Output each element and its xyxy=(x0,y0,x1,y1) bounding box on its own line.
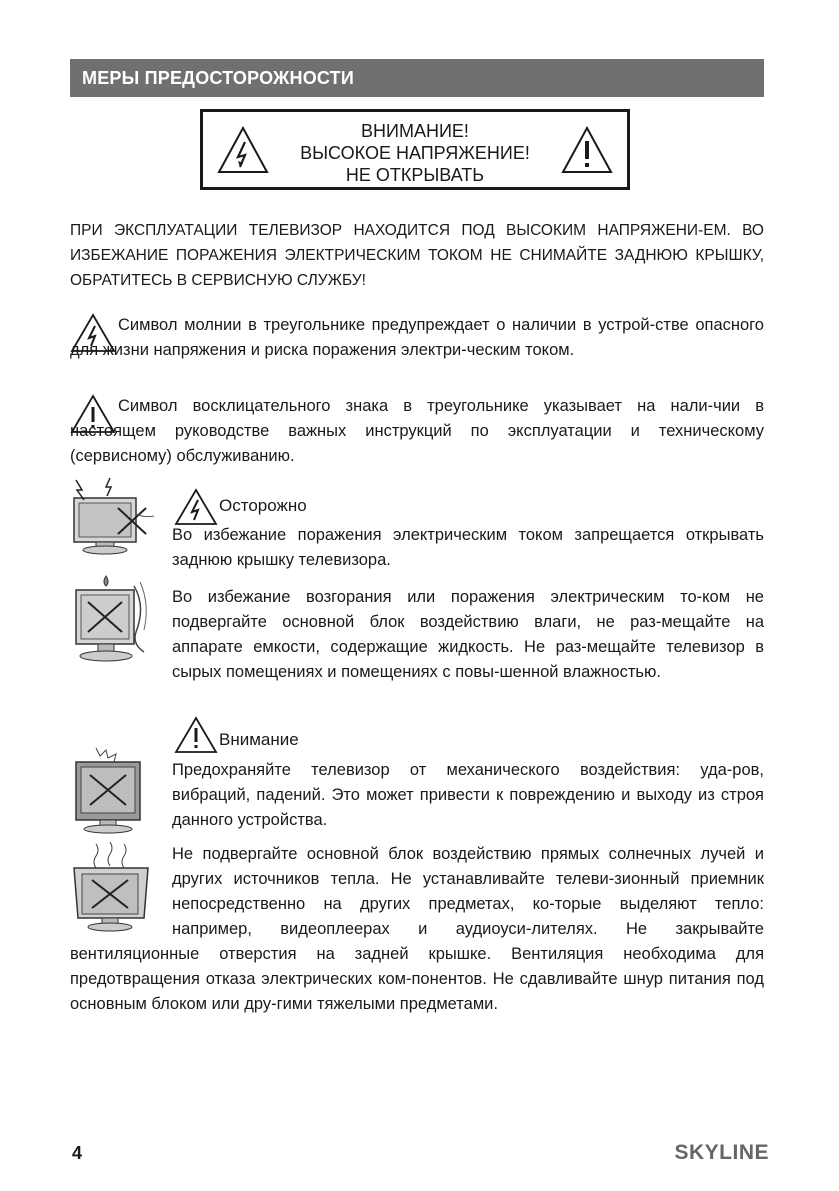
caution-paragraph-2 xyxy=(70,585,764,685)
lightning-symbol-paragraph: Символ молнии в треугольнике предупреждает о наличии в устрой-стве опасного для жизни напряжения и риска поражения электри-ческим током. xyxy=(70,316,764,359)
attention-paragraph-2 xyxy=(70,842,764,1017)
section-header xyxy=(70,59,764,97)
illustration-spacer xyxy=(70,842,172,938)
attention-heading: Внимание xyxy=(219,730,299,749)
warning-line-2: ВЫСОКОЕ НАПРЯЖЕНИЕ! xyxy=(300,143,530,163)
caution-paragraph-1: Во избежание поражения электрическим током запрещается открывать заднюю крышку телевизора. xyxy=(172,526,764,569)
warning-line-1: ВНИМАНИЕ! xyxy=(361,121,469,141)
lightning-warning-icon xyxy=(217,126,269,174)
caution-paragraph-2-text: Во избежание возгорания или поражения электрическим то-ком не подвергайте основной блок воздействию влаги, не раз-мещайте на аппарате емкости, содержащие жидкость. Не раз-мещайте телевизор в сырых помещениях и помещениях с повы-шенной влажностью. xyxy=(172,588,764,681)
tv-shock-illustration-icon xyxy=(66,476,160,558)
attention-exclamation-icon xyxy=(174,716,218,754)
tv-impact-illustration-icon xyxy=(66,742,160,836)
exclamation-warning-icon xyxy=(561,126,613,174)
warning-text xyxy=(263,120,567,186)
caps-warning-paragraph: ПРИ ЭКСПЛУАТАЦИИ ТЕЛЕВИЗОР НАХОДИТСЯ ПОД ВЫСОКИМ НАПРЯЖЕНИ-ЕМ. ВО ИЗБЕЖАНИЕ ПОРАЖЕНИЯ ЭЛЕКТРИЧЕСКИМ ТОКОМ НЕ СНИМАЙТЕ ЗАДНЮЮ КРЫШКУ, ОБРАТИТЕСЬ В СЕРВИСНУЮ СЛУЖБУ! xyxy=(70,222,764,289)
brand-logo: SKYLINE xyxy=(674,1141,769,1164)
attention-paragraph-1: Предохраняйте телевизор от механического воздействия: уда-ров, вибраций, падений. Это может привести к повреждению и выходу из строя данного устройства. xyxy=(172,761,764,829)
section-title: МЕРЫ ПРЕДОСТОРОЖНОСТИ xyxy=(82,68,354,88)
exclamation-symbol-paragraph: Символ восклицательного знака в треугольнике указывает на нали-чии в настоящем руководстве важных инструкций по эксплуатации и техническому (сервисному) обслуживанию. xyxy=(70,397,764,465)
caution-heading: Осторожно xyxy=(219,496,307,515)
warning-line-3: НЕ ОТКРЫВАТЬ xyxy=(345,165,485,185)
caution-lightning-icon xyxy=(174,488,218,526)
high-voltage-warning-box xyxy=(200,109,630,190)
attention-paragraph-2-text: Не подвергайте основной блок воздействию прямых солнечных лучей и других источников тепла. Не устанавливайте телеви-зионный приемник непосредственно на других предметах, ко-торые выделяют тепло: например, видеоплеерах и аудиоуси-лителях. Не закрывайте вентиляционные отверстия на задней крышке. Вентиляция необходима для предотвращения отказа электрических ком-понентов. Не сдавливайте шнур питания под основным блоком или дру-гими тяжелыми предметами. xyxy=(70,845,764,1013)
illustration-spacer xyxy=(70,585,172,681)
page-number: 4 xyxy=(72,1143,83,1163)
